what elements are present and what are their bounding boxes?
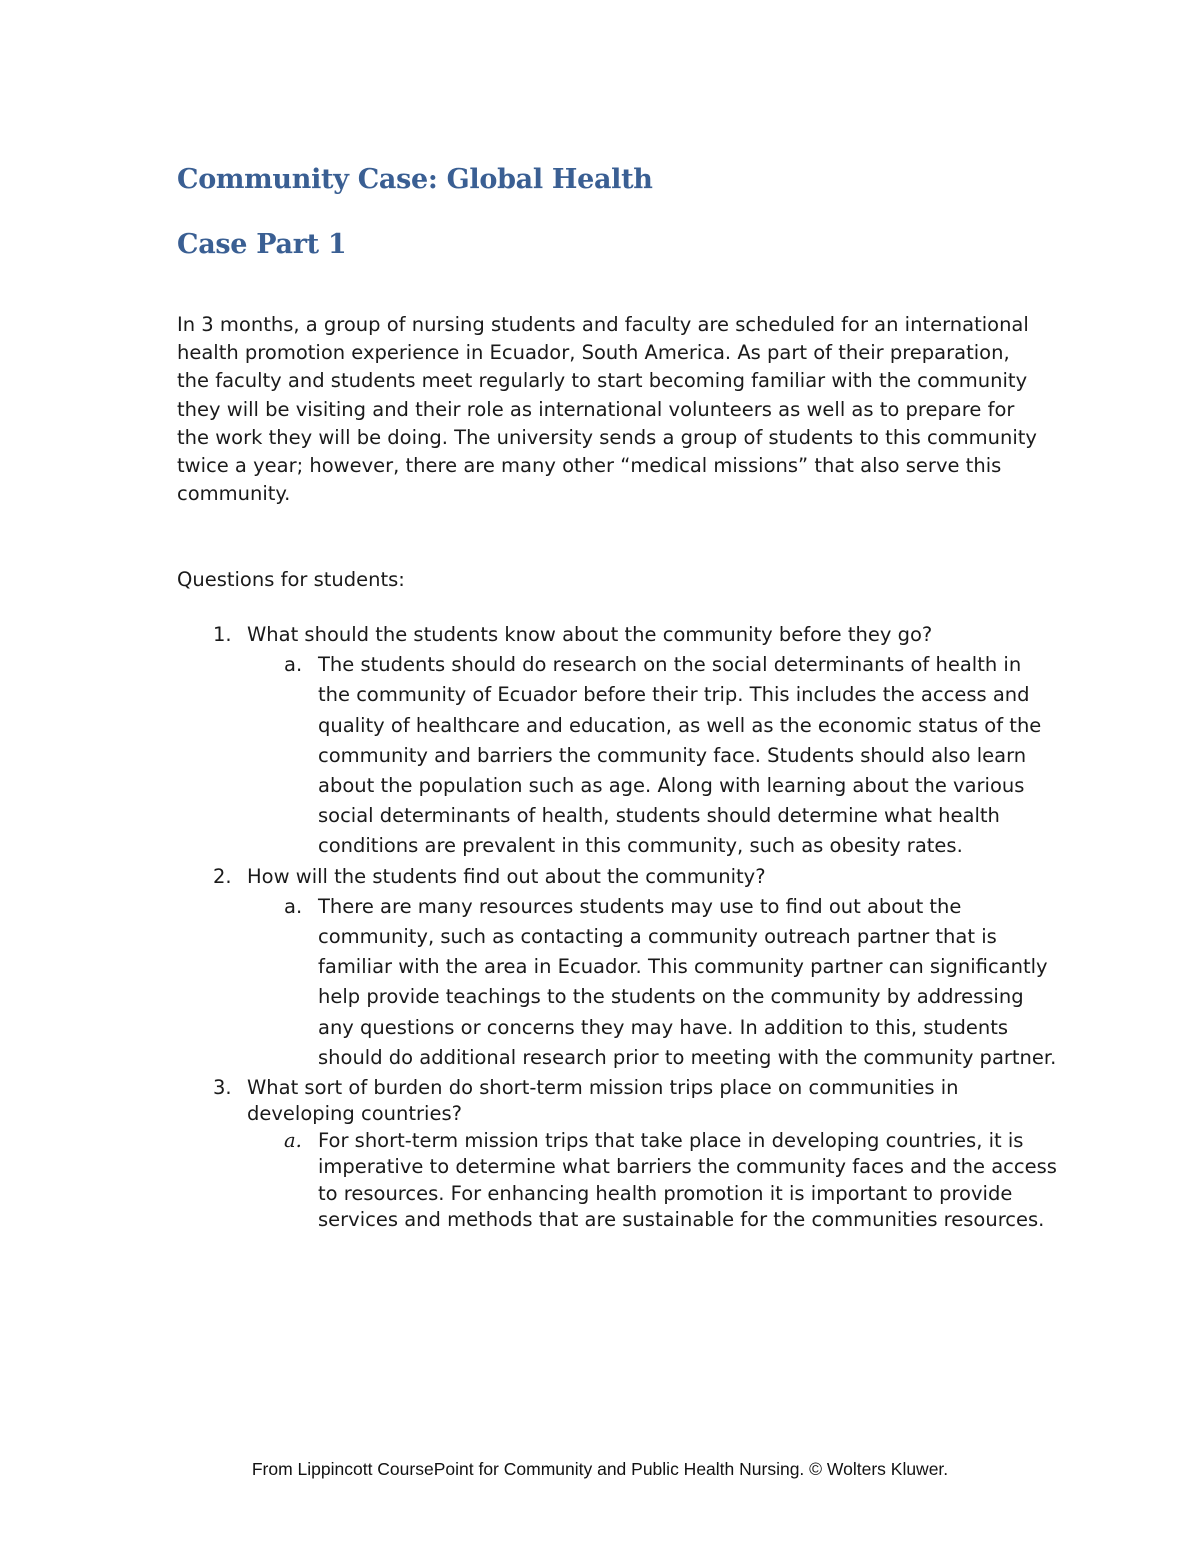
answer-letter: a. xyxy=(284,1128,302,1152)
page-footer: From Lippincott CoursePoint for Community and Public Health Nursing. © Wolters Kluwer. xyxy=(251,1459,949,1479)
page-title: Community Case: Global Health xyxy=(177,164,653,195)
questions-label: Questions for students: xyxy=(177,568,405,591)
question-item xyxy=(177,1075,1057,1128)
answer-text: There are many resources students may use to find out about the community, such as contacting a community outreach partner that is familiar with the area in Ecuador. This community partner can significantly help provide teachings to the students on the community by addressing any questions or concerns they may have. In addition to this, students should do additional research prior to meeting with the community partner. xyxy=(318,894,1057,1069)
answer-letter: a. xyxy=(284,894,303,918)
section-heading: Case Part 1 xyxy=(177,229,347,260)
answer-text: The students should do research on the social determinants of health in the community of Ecuador before their trip. This includes the access and quality of healthcare and education, as well as the economic status of the community and barriers the community face. Students should also learn about the population such as age. Along with learning about the various social determinants of health, students should determine what health conditions are prevalent in this community, such as obesity rates. xyxy=(318,653,1042,858)
question-number: 2. xyxy=(213,864,232,888)
answer-letter: a. xyxy=(284,653,303,677)
question-number: 3. xyxy=(213,1076,232,1100)
question-text: What sort of burden do short-term mission trips place on communities in developing countries? xyxy=(247,1076,959,1126)
question-text: How will the students find out about the community? xyxy=(247,864,766,888)
question-item xyxy=(177,862,1057,892)
questions-list xyxy=(177,620,1057,1233)
question-item xyxy=(177,620,1057,650)
answer-item xyxy=(177,892,1057,1073)
answer-item xyxy=(177,1128,1057,1234)
answer-item xyxy=(177,650,1057,861)
question-text: What should the students know about the community before they go? xyxy=(247,623,933,646)
intro-paragraph: In 3 months, a group of nursing students and faculty are scheduled for an international health promotion experience in Ecuador, South America. As part of their preparation, the faculty and students meet regularly to start becoming familiar with the community they will be visiting and their role as international volunteers as well as to prepare for the work they will be doing. The university sends a group of students to this community twice a year; however, there are many other “medical missions” that also serve this community. xyxy=(177,313,1037,506)
answer-text: For short-term mission trips that take place in developing countries, it is imperative to determine what barriers the community faces and the access to resources. For enhancing health promotion it is important to provide services and methods that are sustainable for the communities resources. xyxy=(318,1128,1057,1232)
question-number: 1. xyxy=(213,623,232,646)
